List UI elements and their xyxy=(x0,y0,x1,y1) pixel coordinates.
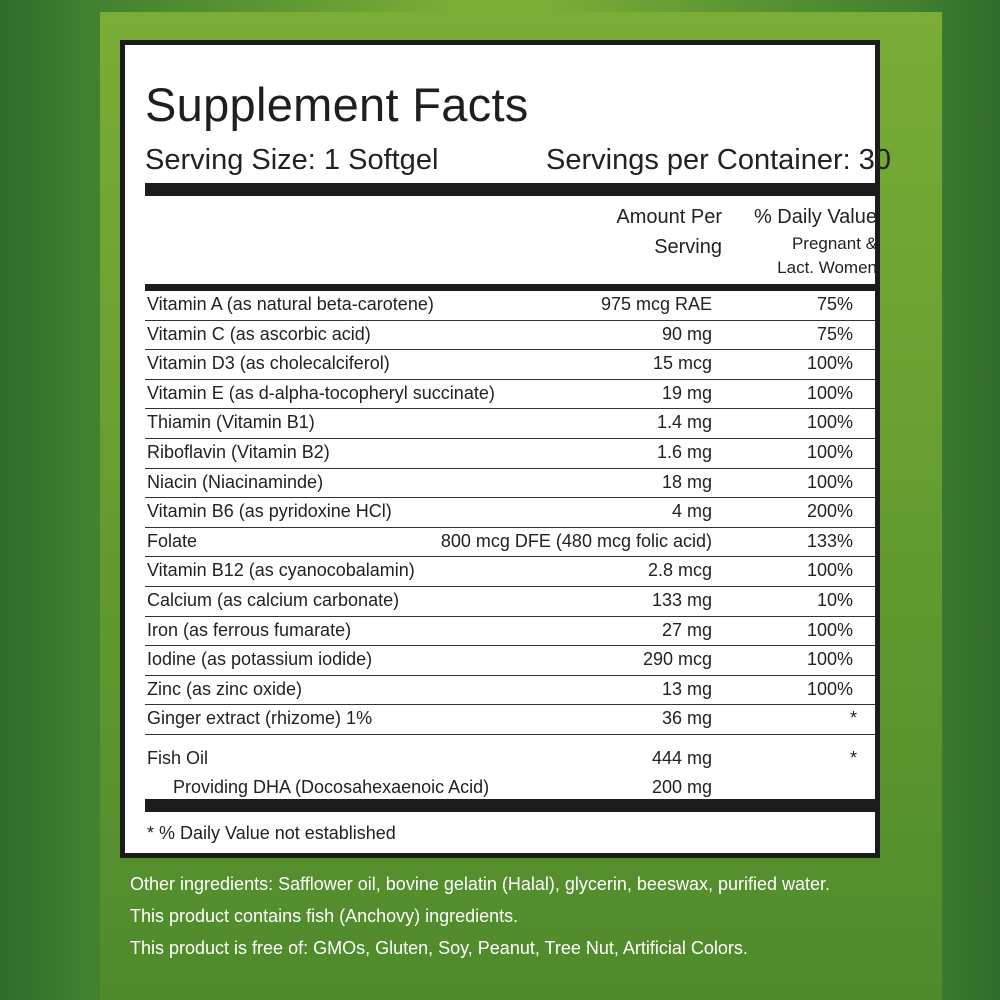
amount-per-serving-header xyxy=(565,202,722,262)
nutrient-name: Niacin (Niacinaminde) xyxy=(147,471,324,492)
table-row xyxy=(145,409,875,439)
nutrient-daily-value: 100% xyxy=(806,412,853,433)
nutrient-daily-value: * xyxy=(849,748,857,768)
panel-title: Supplement Facts xyxy=(145,78,529,131)
top-divider xyxy=(145,183,875,196)
amount-header-line2: Serving xyxy=(654,236,722,258)
nutrient-daily-value: * xyxy=(849,708,857,729)
table-row xyxy=(145,321,875,351)
nutrient-daily-value: 10% xyxy=(816,590,853,610)
nutrient-daily-value: 100% xyxy=(806,442,853,462)
nutrient-amount: 800 mcg DFE (480 mcg folic acid) xyxy=(440,530,712,551)
nutrient-name: Zinc (as zinc oxide) xyxy=(147,678,303,699)
nutrient-name: Vitamin B6 (as pyridoxine HCl) xyxy=(147,501,392,522)
free-of-statement: This product is free of: GMOs, Gluten, Soy, Peanut, Tree Nut, Artificial Colors. xyxy=(130,938,748,958)
nutrient-daily-value: 100% xyxy=(806,649,853,670)
nutrient-daily-value: 100% xyxy=(806,382,853,403)
table-row xyxy=(145,350,875,380)
nutrient-amount: 90 mg xyxy=(661,323,712,344)
nutrient-amount: 975 mcg RAE xyxy=(600,294,712,314)
nutrient-name: Vitamin E (as d-alpha-tocopheryl succinate) xyxy=(147,382,495,403)
table-row xyxy=(145,291,875,321)
table-row xyxy=(145,439,875,469)
table-row xyxy=(145,705,875,735)
nutrient-name: Iron (as ferrous fumarate) xyxy=(147,619,352,640)
ingredients-section xyxy=(130,870,890,962)
header-divider xyxy=(145,284,875,291)
serving-size: Serving Size: 1 Softgel xyxy=(145,144,439,176)
nutrient-daily-value: 133% xyxy=(806,530,853,551)
bottom-divider xyxy=(145,799,875,812)
nutrient-amount: 15 mcg xyxy=(652,353,712,374)
amount-header-line1: Amount Per xyxy=(616,206,722,228)
table-row xyxy=(145,528,875,558)
nutrient-name: Thiamin (Vitamin B1) xyxy=(147,412,315,433)
nutrient-amount: 36 mg xyxy=(661,708,712,729)
nutrient-amount: 27 mg xyxy=(661,619,712,640)
nutrient-name: Vitamin D3 (as cholecalciferol) xyxy=(147,353,390,374)
nutrient-amount: 444 mg xyxy=(651,748,712,768)
nutrient-name: Riboflavin (Vitamin B2) xyxy=(147,442,330,462)
nutrient-name: Vitamin C (as ascorbic acid) xyxy=(147,323,371,344)
nutrient-amount: 133 mg xyxy=(651,590,712,610)
dv-header-line3: Lact. Women xyxy=(777,258,877,277)
table-row xyxy=(145,617,875,647)
nutrient-name: Folate xyxy=(147,530,198,551)
nutrient-name: Ginger extract (rhizome) 1% xyxy=(147,708,373,729)
allergen-statement: This product contains fish (Anchovy) ingredients. xyxy=(130,906,519,926)
dv-header-line1: % Daily Value xyxy=(753,206,877,228)
nutrient-name: Calcium (as calcium carbonate) xyxy=(147,590,400,610)
servings-per-container: Servings per Container: 30 xyxy=(546,144,891,176)
daily-value-header xyxy=(725,202,877,280)
nutrient-amount: 4 mg xyxy=(671,501,712,522)
nutrient-amount: 1.6 mg xyxy=(656,442,712,462)
nutrient-name: Vitamin A (as natural beta-carotene) xyxy=(147,294,434,314)
supplement-facts-panel xyxy=(120,40,891,858)
nutrient-sub-name: Providing DHA (Docosahexaenoic Acid) xyxy=(173,777,490,797)
nutrient-amount: 2.8 mcg xyxy=(647,560,712,581)
nutrient-daily-value: 100% xyxy=(806,353,853,374)
nutrient-daily-value: 75% xyxy=(816,294,853,314)
nutrient-daily-value: 100% xyxy=(806,560,853,581)
table-row-fish-oil xyxy=(145,745,875,799)
other-ingredients: Other ingredients: Safflower oil, bovine gelatin (Halal), glycerin, beeswax, purified water. xyxy=(130,874,831,894)
nutrient-amount: 1.4 mg xyxy=(656,412,712,433)
nutrient-amount: 19 mg xyxy=(661,382,712,403)
nutrient-daily-value: 200% xyxy=(806,501,853,522)
table-row xyxy=(145,557,875,587)
nutrient-sub-amount: 200 mg xyxy=(651,777,712,797)
nutrient-amount: 290 mcg xyxy=(642,649,712,670)
table-row xyxy=(145,380,875,410)
table-row xyxy=(145,498,875,528)
footnote: * % Daily Value not established xyxy=(147,823,396,843)
table-row xyxy=(145,587,875,617)
nutrient-name: Iodine (as potassium iodide) xyxy=(147,649,373,670)
nutrient-amount: 18 mg xyxy=(661,471,712,492)
dv-header-line2: Pregnant & xyxy=(791,234,877,253)
nutrient-amount: 13 mg xyxy=(661,678,712,699)
table-row xyxy=(145,646,875,676)
nutrient-daily-value: 75% xyxy=(816,323,853,344)
nutrient-daily-value: 100% xyxy=(806,619,853,640)
nutrient-name: Vitamin B12 (as cyanocobalamin) xyxy=(147,560,415,581)
nutrient-daily-value: 100% xyxy=(806,678,853,699)
nutrient-daily-value: 100% xyxy=(806,471,853,492)
serving-info xyxy=(145,144,891,177)
table-row xyxy=(145,469,875,499)
nutrient-name: Fish Oil xyxy=(147,748,209,768)
table-row xyxy=(145,676,875,706)
